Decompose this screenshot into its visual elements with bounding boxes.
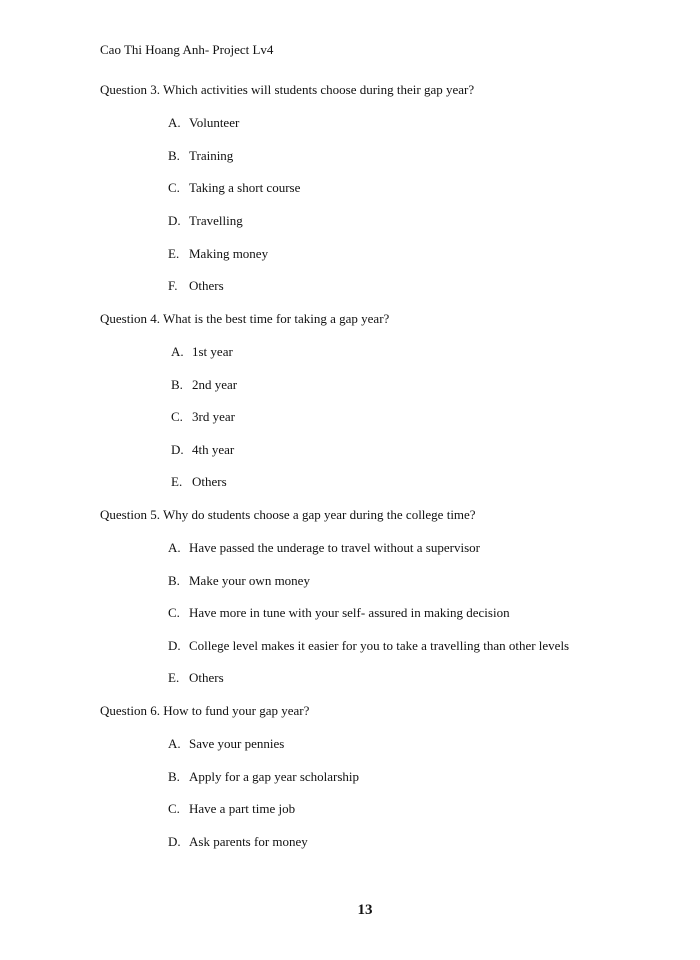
- option-item: [168, 278, 224, 294]
- option-text: Apply for a gap year scholarship: [189, 769, 360, 784]
- option-text: Volunteer: [189, 115, 240, 130]
- option-text: Making money: [189, 246, 269, 261]
- option-item: [168, 213, 243, 229]
- option-text: College level makes it easier for you to take a travelling than other levels: [189, 638, 570, 653]
- option-item: [171, 344, 233, 360]
- option-text: Others: [189, 670, 224, 685]
- option-item: [171, 442, 234, 458]
- option-letter: A.: [168, 115, 181, 130]
- option-text: Make your own money: [189, 573, 310, 588]
- option-letter: C.: [168, 605, 180, 620]
- option-letter: E.: [171, 474, 183, 489]
- option-letter: C.: [168, 801, 180, 816]
- option-item: [168, 540, 480, 556]
- option-item: [168, 736, 284, 752]
- option-text: 4th year: [192, 442, 235, 457]
- option-text: 2nd year: [192, 377, 238, 392]
- page-header: Cao Thi Hoang Anh- Project Lv4: [100, 42, 274, 57]
- option-text: 3rd year: [192, 409, 235, 424]
- option-letter: C.: [168, 180, 180, 195]
- option-item: [168, 605, 510, 621]
- option-letter: B.: [168, 769, 180, 784]
- option-item: [171, 409, 235, 425]
- option-letter: E.: [168, 246, 180, 261]
- option-text: Travelling: [189, 213, 243, 228]
- option-item: [168, 573, 310, 589]
- option-item: [168, 638, 569, 654]
- option-text: Have a part time job: [189, 801, 296, 816]
- option-text: 1st year: [192, 344, 233, 359]
- option-letter: D.: [171, 442, 184, 457]
- option-text: Training: [189, 148, 234, 163]
- option-letter: A.: [168, 736, 181, 751]
- option-letter: B.: [168, 148, 180, 163]
- option-item: [168, 769, 359, 785]
- option-item: [168, 148, 233, 164]
- option-text: Others: [192, 474, 227, 489]
- option-letter: C.: [171, 409, 183, 424]
- question-3: Question 3. Which activities will students choose during their gap year?: [100, 82, 475, 97]
- question-5: Question 5. Why do students choose a gap year during the college time?: [100, 507, 476, 522]
- option-letter: F.: [168, 278, 178, 293]
- option-item: [168, 246, 268, 262]
- option-text: Have more in tune with your self- assured in making decision: [189, 605, 510, 620]
- option-text: Others: [189, 278, 224, 293]
- option-item: [168, 834, 308, 850]
- page-number: 13: [357, 902, 373, 918]
- option-letter: D.: [168, 834, 181, 849]
- question-4: Question 4. What is the best time for taking a gap year?: [100, 311, 390, 326]
- option-text: Have passed the underage to travel without a supervisor: [189, 540, 480, 555]
- option-item: [168, 115, 239, 131]
- option-letter: D.: [168, 638, 181, 653]
- question-6: Question 6. How to fund your gap year?: [100, 703, 310, 718]
- option-letter: A.: [168, 540, 181, 555]
- option-item: [171, 377, 237, 393]
- option-item: [171, 474, 227, 490]
- option-letter: B.: [171, 377, 183, 392]
- option-text: Ask parents for money: [189, 834, 308, 849]
- option-letter: D.: [168, 213, 181, 228]
- option-text: Taking a short course: [189, 180, 301, 195]
- option-item: [168, 670, 224, 686]
- option-item: [168, 801, 295, 817]
- option-letter: B.: [168, 573, 180, 588]
- option-text: Save your pennies: [189, 736, 285, 751]
- option-item: [168, 180, 300, 196]
- option-letter: E.: [168, 670, 180, 685]
- option-letter: A.: [171, 344, 184, 359]
